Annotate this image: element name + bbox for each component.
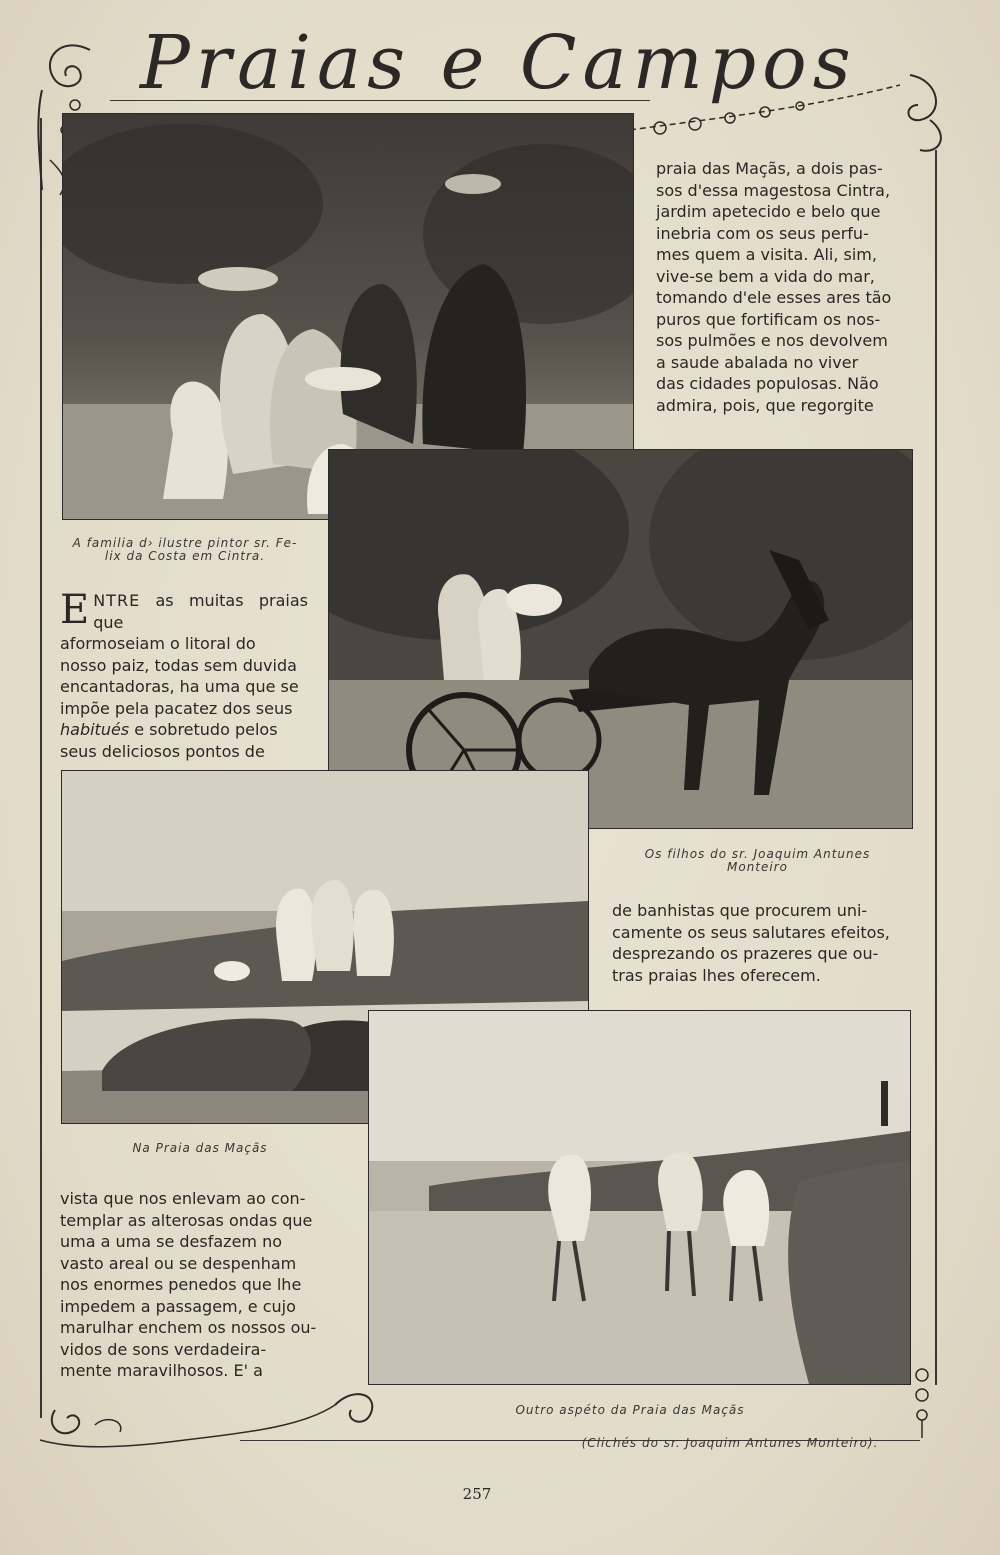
text-line: sos pulmões e nos devolvem <box>656 331 888 350</box>
text-line: templar as alterosas ondas que <box>60 1210 313 1230</box>
intro-italic-line <box>60 719 308 741</box>
text-middle-right <box>612 900 902 986</box>
text-line: das cidades populosas. Não <box>656 374 879 393</box>
drop-cap: E <box>60 587 90 633</box>
caption-credits: (Clichés do sr. Joaquim Antunes Monteiro). <box>581 1436 879 1450</box>
text-line: nosso paiz, todas sem duvida <box>60 655 297 675</box>
caption-family-line1: A familia d› ilustre pintor sr. Fe- <box>72 536 298 550</box>
text-line: vasto areal ou se despenham <box>60 1253 297 1273</box>
page-title: Praias e Campos <box>140 20 857 106</box>
text-line: de banhistas que procurem uni- <box>612 901 868 920</box>
intro-after-italic: e sobretudo pelos <box>129 720 278 739</box>
page-number: 257 <box>462 1485 492 1503</box>
text-line: praia das Maçãs, a dois pas- <box>656 159 883 178</box>
caption-rocks: Na Praia das Maçãs <box>132 1141 268 1155</box>
text-line: jardim apetecido e belo que <box>656 202 881 221</box>
caption-family <box>60 537 310 563</box>
text-line: vidos de sons verdadeira- <box>60 1339 267 1359</box>
intro-smallcaps: NTRE <box>93 591 141 610</box>
text-line: encantadoras, ha uma que se <box>60 677 299 696</box>
text-line: admira, pois, que regorgite <box>656 395 874 415</box>
text-line: inebria com os seus perfu- <box>656 223 869 243</box>
text-line: mes quem a visita. Ali, sim, <box>656 245 877 264</box>
text-line: a saude abalada no viver <box>656 352 859 372</box>
caption-family-line2: lix da Costa em Cintra. <box>104 549 266 563</box>
text-line: nos enormes penedos que lhe <box>60 1275 302 1294</box>
text-line: sos d'essa magestosa Cintra, <box>656 180 891 200</box>
caption-cart-line2: Monteiro <box>727 860 788 874</box>
intro-first-line <box>60 587 308 633</box>
text-line: vista que nos enlevam ao con- <box>60 1189 306 1208</box>
bottom-left-ornament <box>35 1370 385 1455</box>
photo-beach-image <box>369 1011 910 1384</box>
text-intro <box>60 587 308 762</box>
photo-beach <box>368 1010 911 1385</box>
caption-cart-line1: Os filhos do sr. Joaquim Antunes <box>644 847 871 861</box>
text-line: impedem a passagem, e cujo <box>60 1296 296 1316</box>
text-line: impõe pela pacatez dos seus <box>60 698 293 718</box>
text-line: mente maravilhosos. E' a <box>60 1361 263 1380</box>
text-line: tras praias lhes oferecem. <box>612 965 821 985</box>
text-line: vive-se bem a vida do mar, <box>656 266 875 286</box>
caption-beach: Outro aspéto da Praia das Maçãs <box>515 1403 745 1417</box>
text-bottom-left <box>60 1188 342 1382</box>
text-line: desprezando os prazeres que ou- <box>612 944 879 963</box>
text-line: uma a uma se desfazem no <box>60 1232 283 1251</box>
text-line: seus deliciosos pontos de <box>60 741 265 761</box>
text-line: aformoseiam o litoral do <box>60 634 256 653</box>
caption-cart <box>600 848 915 874</box>
text-line: puros que fortificam os nos- <box>656 309 881 329</box>
text-line: tomando d'ele esses ares tão <box>656 288 892 307</box>
text-line: camente os seus salutares efeitos, <box>612 922 890 942</box>
intro-italic-word: habitués <box>60 720 130 739</box>
text-line: marulhar enchem os nossos ou- <box>60 1318 317 1337</box>
text-top-right <box>656 158 912 416</box>
intro-first-text: as muitas praias que <box>93 591 308 632</box>
